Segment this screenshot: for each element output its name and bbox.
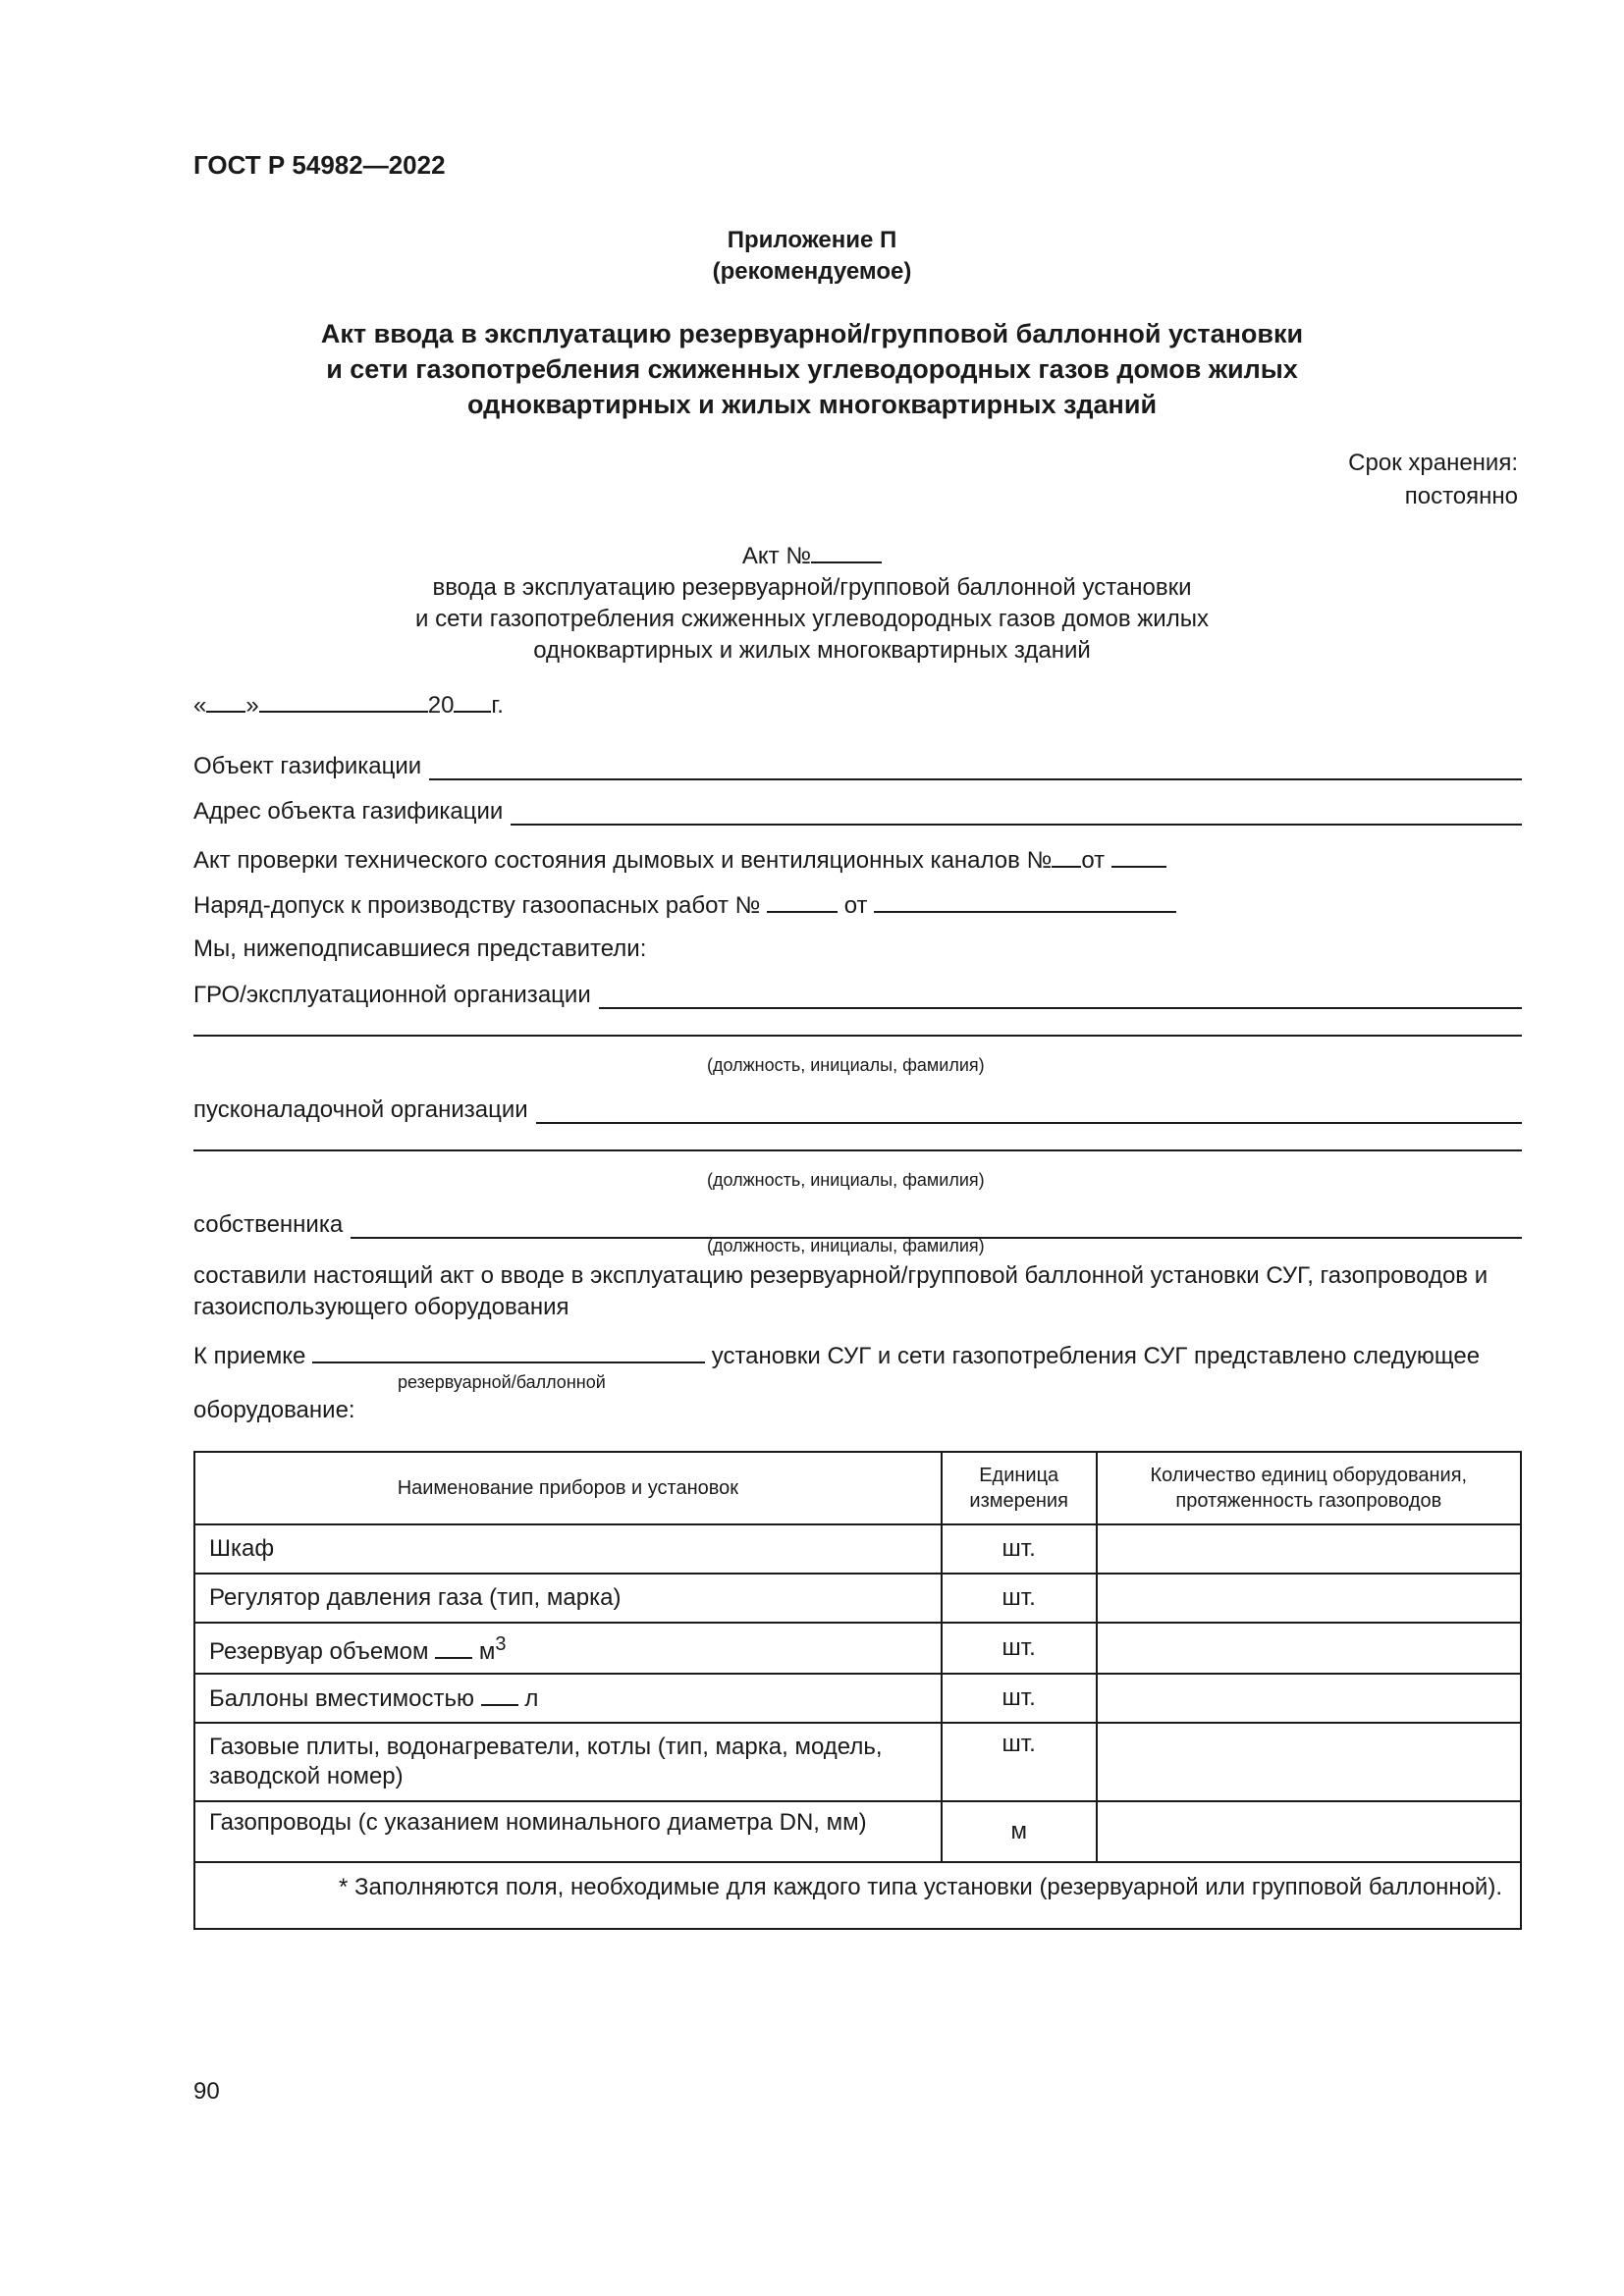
- gro-label: ГРО/эксплуатационной организации: [193, 982, 591, 1008]
- storage-label: Срок хранения:: [1348, 450, 1518, 476]
- act-number-line: [0, 540, 1624, 572]
- row-name: Шкаф: [194, 1524, 942, 1574]
- acceptance-prefix: К приемке: [193, 1343, 306, 1369]
- commissioning-input[interactable]: [536, 1100, 1522, 1124]
- gro-field: [193, 982, 1522, 1009]
- day-input[interactable]: [206, 689, 245, 713]
- inspection-act-field: [193, 844, 1166, 875]
- row-quantity-input[interactable]: [1097, 1574, 1521, 1623]
- inspection-number-input[interactable]: [1052, 844, 1081, 868]
- address-input[interactable]: [511, 802, 1522, 826]
- commissioning-field: [193, 1096, 1522, 1124]
- header-quantity: Количество единиц оборудования, протяженность газопроводов: [1097, 1452, 1521, 1524]
- address-field: [193, 798, 1522, 826]
- commissioning-position-input[interactable]: [193, 1149, 1522, 1151]
- row-name: Резервуар объемом $м^3$: [194, 1623, 942, 1674]
- owner-position-hint: (должность, инициалы, фамилия): [707, 1236, 985, 1255]
- permit-field: [193, 889, 1176, 920]
- commissioning-position-hint: (должность, инициалы, фамилия): [707, 1170, 985, 1190]
- statement-text: составили настоящий акт о вводе в эксплуатацию резервуарной/групповой баллонной установки СУГ, газопроводов и газоиспользующего оборудования: [193, 1262, 1489, 1320]
- act-heading: [0, 540, 1624, 667]
- permit-label: Наряд-допуск к производству газоопасных работ №: [193, 892, 761, 919]
- row-name: Газовые плиты, водонагреватели, котлы (тип, марка, модель, заводской номер): [194, 1723, 942, 1801]
- acceptance-line: [193, 1340, 1480, 1370]
- acceptance-type-input[interactable]: [312, 1340, 705, 1363]
- annex-status: (рекомендуемое): [712, 258, 912, 285]
- header-unit: Единица измерения: [942, 1452, 1097, 1524]
- inspection-date-input[interactable]: [1111, 844, 1166, 868]
- row-unit: шт.: [942, 1723, 1097, 1801]
- equipment-table: [193, 1451, 1522, 1930]
- equipment-label: оборудование:: [193, 1397, 355, 1423]
- volume-input[interactable]: [435, 1635, 472, 1659]
- document-title: [0, 316, 1624, 422]
- row-quantity-input[interactable]: [1097, 1723, 1521, 1801]
- year-prefix: 20: [427, 692, 455, 719]
- commissioning-label: пусконаладочной организации: [193, 1096, 528, 1123]
- act-number-label: Акт №: [741, 543, 812, 569]
- owner-field: [193, 1211, 1522, 1239]
- object-input[interactable]: [429, 757, 1522, 780]
- table-note-row: [194, 1862, 1521, 1929]
- title-line: одноквартирных и жилых многоквартирных зданий: [466, 390, 1158, 419]
- permit-number-input[interactable]: [767, 889, 838, 913]
- act-line: и сети газопотребления сжиженных углеводородных газов домов жилых: [415, 606, 1209, 632]
- permit-from-label: от: [843, 892, 868, 919]
- inspection-act-label: Акт проверки технического состояния дымовых и вентиляционных каналов №: [193, 847, 1053, 874]
- permit-date-input[interactable]: [874, 889, 1176, 913]
- table-row: [194, 1623, 1521, 1674]
- date-line: [193, 689, 504, 720]
- inspection-from-label: от: [1081, 847, 1106, 874]
- quote-close: »: [245, 692, 259, 719]
- title-line: Акт ввода в эксплуатацию резервуарной/групповой баллонной установки: [320, 319, 1304, 348]
- table-row: [194, 1574, 1521, 1623]
- annex-title: Приложение П: [727, 227, 897, 253]
- acceptance-hint: резервуарной/баллонной: [398, 1372, 606, 1392]
- act-line: ввода в эксплуатацию резервуарной/групповой баллонной установки: [432, 574, 1192, 601]
- gro-position-input[interactable]: [193, 1035, 1522, 1037]
- year-suffix: г.: [491, 692, 504, 719]
- table-header-row: [194, 1452, 1521, 1524]
- row-name: Регулятор давления газа (тип, марка): [194, 1574, 942, 1623]
- standard-header: ГОСТ Р 54982—2022: [193, 150, 446, 180]
- row-name: Баллоны вместимостью л: [194, 1674, 942, 1723]
- row-quantity-input[interactable]: [1097, 1674, 1521, 1723]
- table-row: [194, 1723, 1521, 1801]
- act-number-input[interactable]: [811, 540, 882, 563]
- object-label: Объект газификации: [193, 753, 422, 779]
- table-row: [194, 1674, 1521, 1723]
- storage-value: постоянно: [1404, 483, 1518, 509]
- storage-period: [1348, 447, 1518, 513]
- row-unit: шт.: [942, 1623, 1097, 1674]
- row-quantity-input[interactable]: [1097, 1524, 1521, 1574]
- table-row: [194, 1801, 1521, 1862]
- row-unit: шт.: [942, 1524, 1097, 1574]
- year-input[interactable]: [454, 689, 491, 713]
- table-row: [194, 1524, 1521, 1574]
- quote-open: «: [193, 692, 207, 719]
- acceptance-suffix: установки СУГ и сети газопотребления СУГ представлено следующее: [711, 1343, 1481, 1369]
- table-note: * Заполняются поля, необходимые для каждого типа установки (резервуарной или групповой баллонной).: [194, 1862, 1521, 1929]
- gro-input[interactable]: [599, 986, 1522, 1009]
- page-number: 90: [193, 2078, 220, 2105]
- row-quantity-input[interactable]: [1097, 1801, 1521, 1862]
- row-unit: м: [942, 1801, 1097, 1862]
- address-label: Адрес объекта газификации: [193, 798, 504, 825]
- undersigned-line: Мы, нижеподписавшиеся представители:: [193, 935, 647, 962]
- row-quantity-input[interactable]: [1097, 1623, 1521, 1674]
- gro-position-hint: (должность, инициалы, фамилия): [707, 1055, 985, 1075]
- annex-heading: [0, 225, 1624, 288]
- capacity-input[interactable]: [481, 1682, 518, 1706]
- month-input[interactable]: [259, 689, 428, 713]
- object-field: [193, 753, 1522, 780]
- header-name: Наименование приборов и установок: [194, 1452, 942, 1524]
- owner-label: собственника: [193, 1211, 344, 1238]
- act-line: одноквартирных и жилых многоквартирных зданий: [533, 637, 1091, 664]
- row-name: Газопроводы (с указанием номинального диаметра DN, мм): [194, 1801, 942, 1862]
- title-line: и сети газопотребления сжиженных углеводородных газов домов жилых: [326, 354, 1298, 384]
- row-unit: шт.: [942, 1674, 1097, 1723]
- row-unit: шт.: [942, 1574, 1097, 1623]
